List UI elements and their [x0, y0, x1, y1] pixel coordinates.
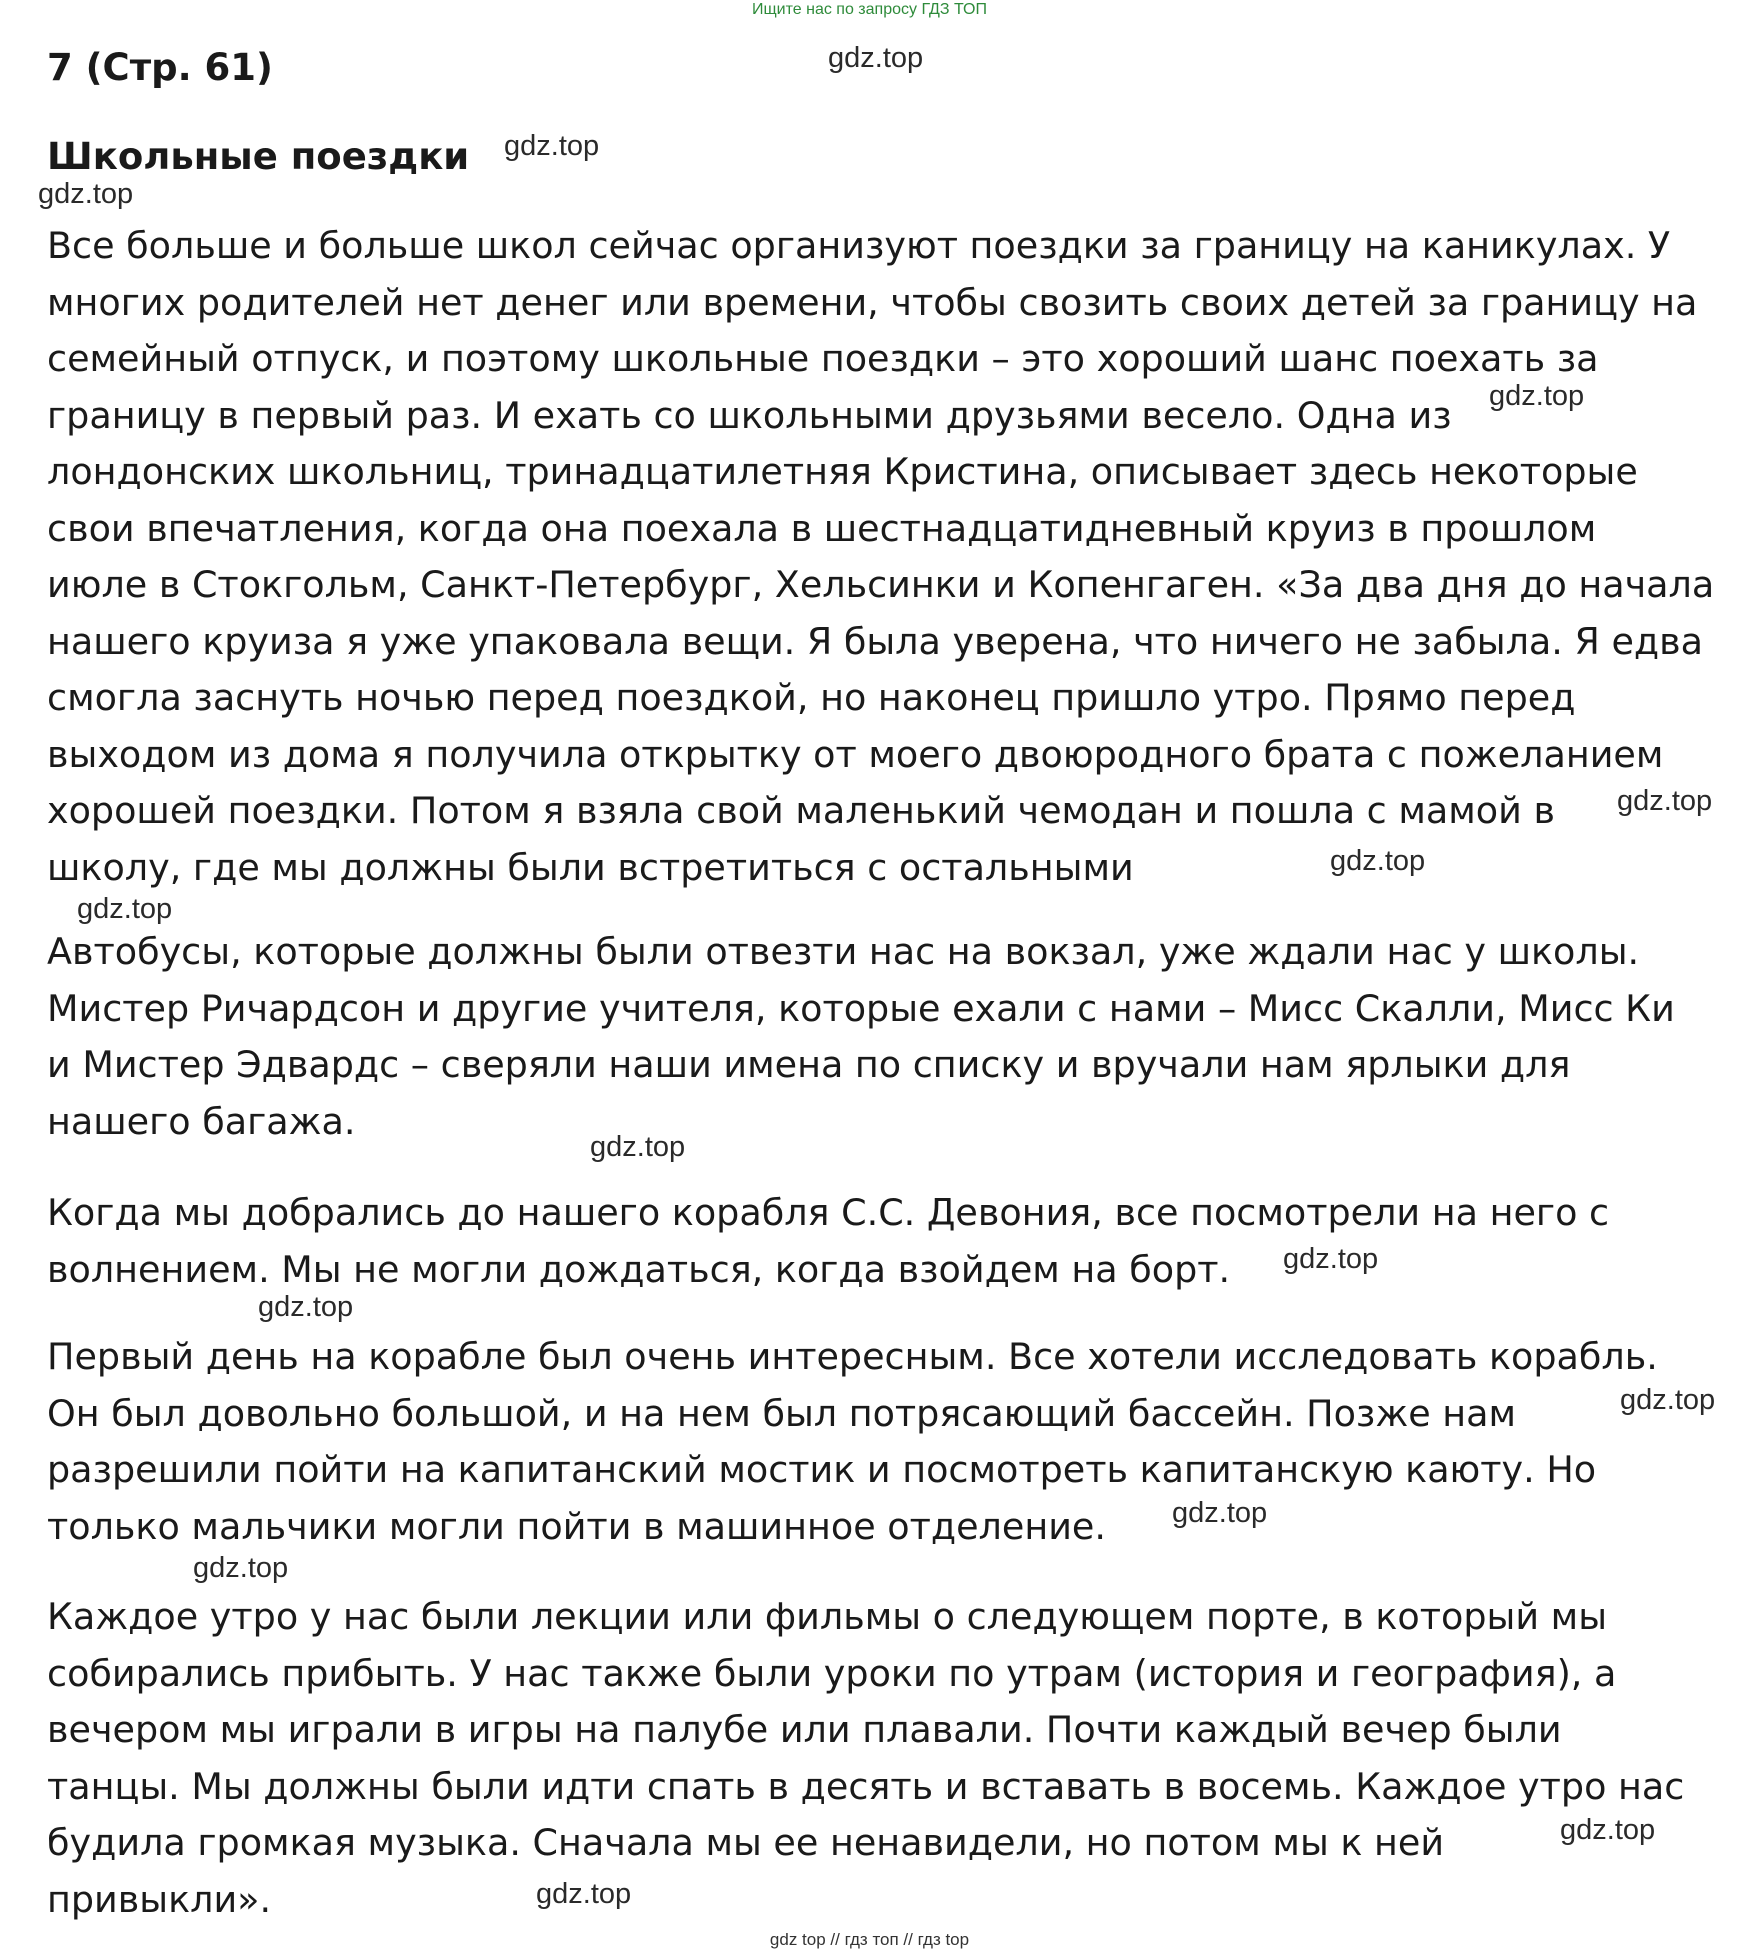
- text-line: школу, где мы должны были встретиться с остальными: [47, 845, 1134, 889]
- text-line: Каждое утро у нас были лекции или фильмы о следующем порте, в который мы: [47, 1595, 1608, 1638]
- watermark: gdz.top: [77, 893, 173, 925]
- text-line: Автобусы, которые должны были отвезти нас на вокзал, уже ждали нас у школы.: [47, 930, 1640, 973]
- text-line: лондонских школьниц, тринадцатилетняя Кристина, описывает здесь некоторые: [47, 450, 1638, 493]
- text-line: свои впечатления, когда она поехала в шестнадцатидневный круиз в прошлом: [47, 506, 1597, 550]
- paragraph-2: [47, 924, 1727, 1150]
- text-line: вечером мы играли в игры на палубе или плавали. Почти каждый вечер были: [47, 1708, 1562, 1751]
- text-line: смогла заснуть ночью перед поездкой, но наконец пришло утро. Прямо перед: [47, 676, 1576, 719]
- paragraph-3: [47, 1185, 1727, 1298]
- watermark: gdz.top: [1617, 785, 1713, 817]
- top-banner: Ищите нас по запросу ГДЗ ТОП: [752, 1, 987, 18]
- text-line: волнением. Мы не могли дождаться, когда взойдем на борт.: [47, 1247, 1231, 1291]
- text-line: июле в Стокгольм, Санкт-Петербург, Хельсинки и Копенгаген. «За два дня до начала: [47, 563, 1715, 606]
- watermark: gdz.top: [38, 178, 134, 210]
- watermark: gdz.top: [828, 42, 924, 74]
- watermark: gdz.top: [1489, 380, 1585, 412]
- text-line: танцы. Мы должны были идти спать в десять и вставать в восемь. Каждое утро нас: [47, 1764, 1685, 1808]
- watermark: gdz.top: [504, 130, 600, 162]
- text-line: Мистер Ричардсон и другие учителя, которые ехали с нами – Мисс Скалли, Мисс Ки: [47, 986, 1675, 1030]
- text-line: разрешили пойти на капитанский мостик и посмотреть капитанскую каюту. Но: [47, 1448, 1597, 1491]
- watermark: gdz.top: [1172, 1497, 1268, 1529]
- text-line: и Мистер Эдвардс – сверяли наши имена по списку и вручали нам ярлыки для: [47, 1043, 1571, 1086]
- text-line: только мальчики могли пойти в машинное отделение.: [47, 1504, 1106, 1548]
- watermark: gdz.top: [536, 1878, 632, 1910]
- watermark: gdz.top: [193, 1552, 289, 1584]
- text-line: Он был довольно большой, и на нем был потрясающий бассейн. Позже нам: [47, 1391, 1517, 1435]
- text-line: Первый день на корабле был очень интересным. Все хотели исследовать корабль.: [47, 1335, 1658, 1378]
- watermark: gdz.top: [590, 1131, 686, 1163]
- text-line: многих родителей нет денег или времени, чтобы свозить своих детей за границу на: [47, 280, 1698, 324]
- text-line: хорошей поездки. Потом я взяла свой маленький чемодан и пошла с мамой в: [47, 789, 1555, 832]
- text-line: нашего багажа.: [47, 1099, 356, 1143]
- text-line: границу в первый раз. И ехать со школьными друзьями весело. Одна из: [47, 393, 1452, 437]
- paragraph-4: [47, 1329, 1727, 1555]
- text-line: Все больше и больше школ сейчас организуют поездки за границу на каникулах. У: [47, 224, 1671, 267]
- paragraph-1: [47, 218, 1727, 896]
- text-line: Когда мы добрались до нашего корабля С.С. Девония, все посмотрели на него с: [47, 1191, 1610, 1234]
- bottom-banner: gdz top // гдз топ // гдз top: [769, 1930, 970, 1949]
- text-line: собирались прибыть. У нас также были уроки по утрам (история и география), а: [47, 1651, 1617, 1695]
- watermark: gdz.top: [1620, 1384, 1716, 1416]
- watermark: gdz.top: [258, 1291, 354, 1323]
- paragraph-5: [47, 1589, 1727, 1928]
- text-line: семейный отпуск, и поэтому школьные поездки – это хороший шанс поехать за: [47, 337, 1599, 380]
- watermark: gdz.top: [1330, 845, 1426, 877]
- text-line: привыкли».: [47, 1877, 272, 1921]
- text-line: будила громкая музыка. Сначала мы ее ненавидели, но потом мы к ней: [47, 1821, 1445, 1864]
- section-title: Школьные поездки: [47, 135, 470, 178]
- text-line: нашего круиза я уже упаковала вещи. Я была уверена, что ничего не забыла. Я едва: [47, 619, 1704, 663]
- task-number: 7 (Стр. 61): [47, 46, 273, 89]
- watermark: gdz.top: [1560, 1814, 1656, 1846]
- text-line: выходом из дома я получила открытку от моего двоюродного брата с пожеланием: [47, 732, 1664, 776]
- watermark: gdz.top: [1283, 1243, 1379, 1275]
